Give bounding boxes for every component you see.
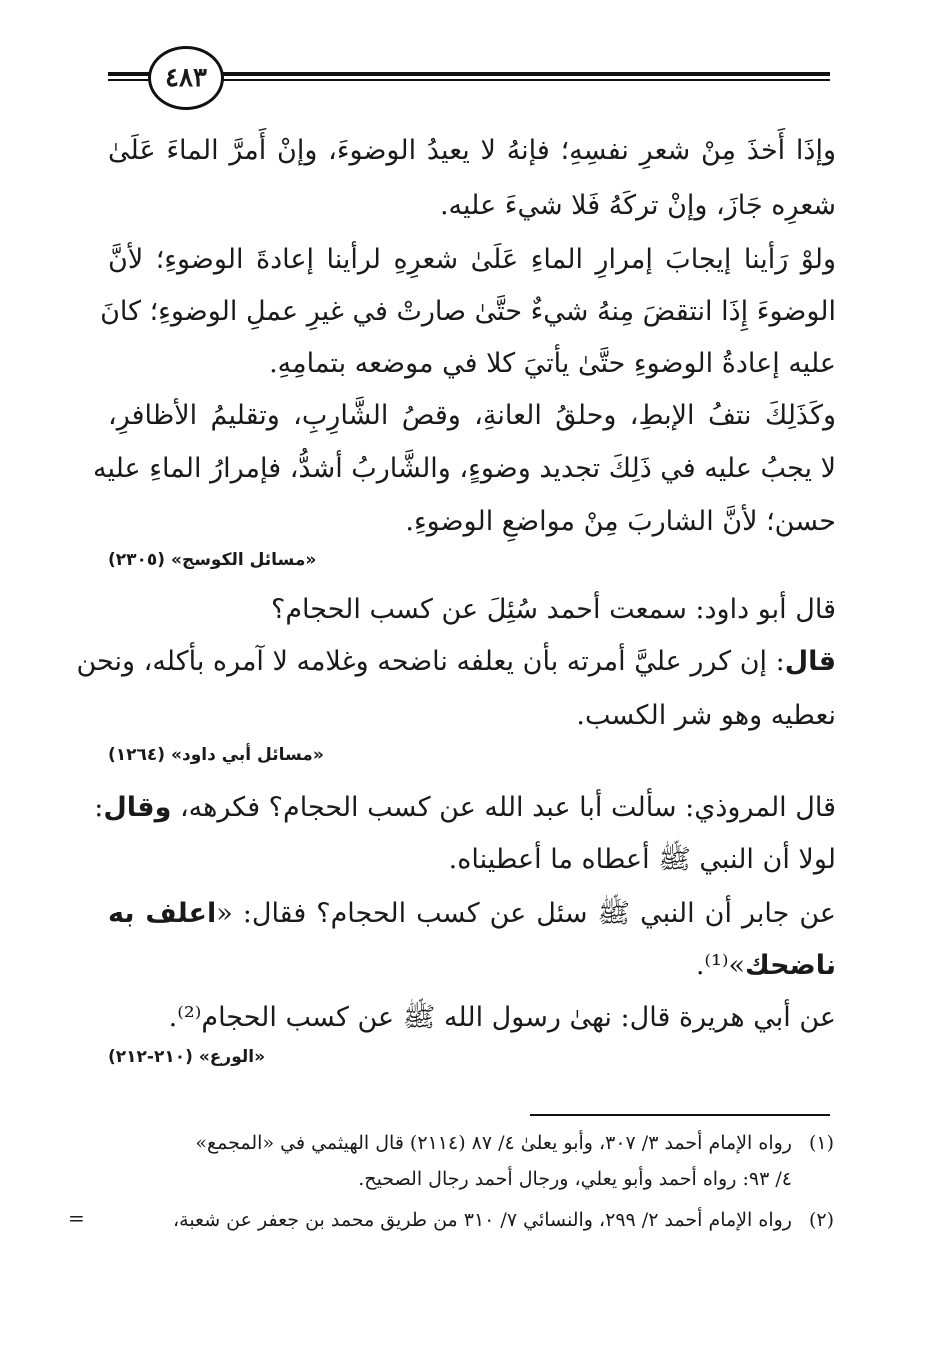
text-span: »⁽¹⁾.	[695, 950, 746, 981]
footnote-text: رواه الإمام أحمد ٣/ ٣٠٧، وأبو يعلىٰ ٤/ ٨٧ (٢١١٤) قال الهيثمي في «المجمع»	[195, 1132, 792, 1154]
footnote	[100, 1164, 834, 1194]
footnote-number: (١)	[808, 1132, 834, 1154]
text-line: وكَذَلِكَ نتفُ الإبطِ، وحلقُ العانةِ، وقصُ الشَّارِبِ، وتقليمُ الأظافرِ،	[108, 400, 836, 431]
footnote	[100, 1128, 834, 1158]
hadith-quote: اعلف به	[108, 898, 217, 929]
text-line: قال أبو داود: سمعت أحمد سُئِلَ عن كسب الحجام؟	[271, 594, 836, 625]
hadith-quote: ناضحك	[745, 950, 836, 981]
footnote-rule	[530, 1114, 830, 1116]
source-citation: «مسائل أبي داود» (١٢٦٤)	[108, 745, 324, 765]
text-line: عن أبي هريرة قال: نهىٰ رسول الله ﷺ عن كسب الحجام⁽²⁾.	[168, 1002, 836, 1033]
keyword-waqal: وقال	[103, 792, 172, 823]
footnote-text: رواه الإمام أحمد ٢/ ٢٩٩، والنسائي ٧/ ٣١٠ من طريق محمد بن جعفر عن شعبة،	[173, 1209, 792, 1231]
text-line: حسن؛ لأنَّ الشاربَ مِنْ مواضعِ الوضوءِ.	[405, 506, 836, 537]
text-line: عليه إعادةُ الوضوءِ حتَّىٰ يأتيَ كلا في موضعه بتمامِهِ.	[269, 348, 836, 379]
text-line: وإذَا أَخذَ مِنْ شعرِ نفسِهِ؛ فإنهُ لا يعيدُ الوضوءَ، وإنْ أَمرَّ الماءَ عَلَىٰ	[108, 135, 836, 166]
text-line: ولوْ رَأينا إيجابَ إمرارِ الماءِ عَلَىٰ شعرِهِ لرأينا إعادةَ الوضوءِ؛ لأنَّ	[108, 244, 836, 275]
footnote-text: ٤/ ٩٣: رواه أحمد وأبو يعلي، ورجال أحمد رجال الصحيح.	[358, 1168, 792, 1190]
continuation-mark: =	[68, 1206, 85, 1230]
footnote-number: (٢)	[808, 1209, 834, 1231]
text-line: لا يجبُ عليه في ذَلِكَ تجديد وضوءٍ، والشَّاربُ أشدُّ، فإمرارُ الماءِ عليه	[93, 453, 836, 484]
text-line: شعرِه جَازَ، وإنْ تركَهُ فَلا شيءَ عليه.	[439, 190, 836, 221]
text-span: عن جابر أن النبي ﷺ سئل عن كسب الحجام؟ فقال: «	[216, 898, 836, 929]
text-line	[94, 788, 836, 828]
text-line: الوضوءَ إِذَا انتقضَ مِنهُ شيءٌ حتَّىٰ صارتْ في غيرِ عملِ الوضوءِ؛ كانَ	[100, 296, 836, 327]
text-span: :	[94, 792, 104, 823]
text-line: لولا أن النبي ﷺ أعطاه ما أعطيناه.	[448, 844, 836, 875]
text-span: : إن كرر عليَّ أمرته بأن يعلفه ناضحه وغلامه لا آمره بأكله، ونحن	[76, 646, 785, 677]
source-citation: «الورع» (٢١٠-٢١٢)	[108, 1047, 266, 1067]
text-line	[108, 894, 836, 934]
text-line	[76, 642, 836, 682]
text-line: نعطيه وهو شر الكسب.	[576, 700, 836, 731]
keyword-qal: قال	[784, 646, 836, 677]
page-number: ٤٨٣	[148, 46, 224, 110]
text-span: قال المروذي: سألت أبا عبد الله عن كسب الحجام؟ فكرهه،	[171, 792, 836, 823]
text-line	[108, 946, 836, 986]
source-citation: «مسائل الكوسج» (٢٣٠٥)	[108, 550, 317, 570]
footnote	[100, 1205, 834, 1235]
